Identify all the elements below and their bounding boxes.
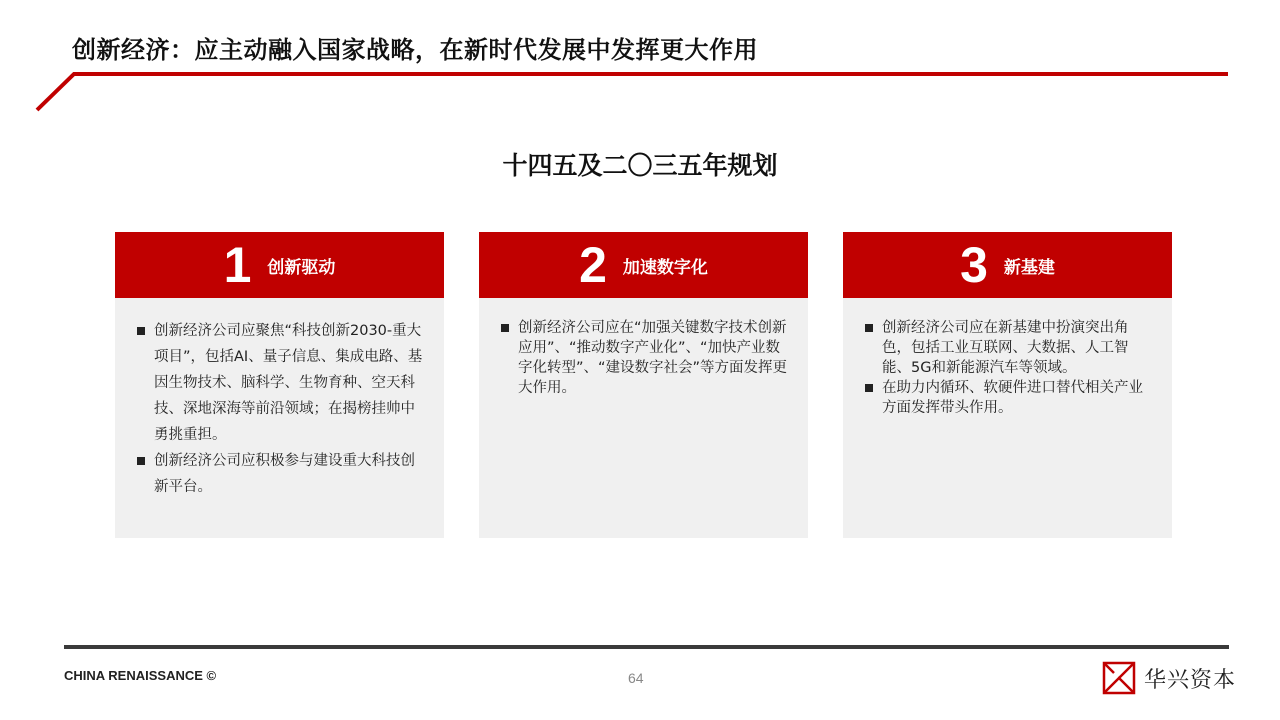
bullet-item bbox=[501, 318, 788, 398]
card-number: 2 bbox=[579, 237, 607, 293]
company-logo bbox=[1102, 661, 1236, 695]
card-innovation-driven bbox=[115, 232, 444, 538]
bullet-square-icon bbox=[865, 324, 873, 332]
bullet-text: 在助力内循环、软硬件进口替代相关产业方面发挥带头作用。 bbox=[882, 380, 1143, 416]
bullet-item bbox=[137, 318, 424, 448]
card-header bbox=[843, 232, 1172, 298]
section-title: 十四五及二〇三五年规划 bbox=[502, 151, 778, 180]
bullet-text: 创新经济公司应聚焦“科技创新2030-重大项目”，包括AI、量子信息、集成电路、基因生物技术、脑科学、生物育种、空天科技、深地深海等前沿领域；在揭榜挂帅中勇挑重担。 bbox=[154, 323, 423, 443]
card-digitalization bbox=[479, 232, 808, 538]
card-body bbox=[843, 298, 1172, 418]
bullet-text: 创新经济公司应在新基建中扮演突出角色，包括工业互联网、大数据、人工智能、5G和新能源汽车等领域。 bbox=[882, 320, 1129, 376]
card-label: 加速数字化 bbox=[622, 257, 708, 278]
bullet-square-icon bbox=[501, 324, 509, 332]
bullet-text: 创新经济公司应积极参与建设重大科技创新平台。 bbox=[154, 453, 415, 495]
card-label: 新基建 bbox=[1003, 257, 1055, 278]
footer-company: CHINA RENAISSANCE © bbox=[64, 668, 217, 683]
card-number: 1 bbox=[223, 237, 252, 293]
card-new-infrastructure bbox=[843, 232, 1172, 538]
card-number: 3 bbox=[960, 237, 988, 293]
bullet-item bbox=[865, 318, 1152, 378]
china-renaissance-logo-icon bbox=[1102, 661, 1136, 695]
title-underline-accent bbox=[0, 0, 1280, 120]
bullet-square-icon bbox=[137, 457, 145, 465]
card-body bbox=[479, 298, 808, 398]
bullet-square-icon bbox=[865, 384, 873, 392]
page-number: 64 bbox=[628, 670, 644, 686]
card-label: 创新驱动 bbox=[267, 257, 336, 278]
bullet-item bbox=[865, 378, 1152, 418]
bullet-square-icon bbox=[137, 327, 145, 335]
card-header bbox=[479, 232, 808, 298]
footer-divider bbox=[64, 645, 1229, 649]
page-title: 创新经济：应主动融入国家战略，在新时代发展中发挥更大作用 bbox=[72, 36, 758, 64]
card-header bbox=[115, 232, 444, 298]
card-body bbox=[115, 298, 444, 500]
logo-text: 华兴资本 bbox=[1144, 667, 1237, 693]
bullet-text: 创新经济公司应在“加强关键数字技术创新应用”、“推动数字产业化”、“加快产业数字化转型”、“建设数字社会”等方面发挥更大作用。 bbox=[518, 320, 788, 396]
bullet-item bbox=[137, 448, 424, 500]
